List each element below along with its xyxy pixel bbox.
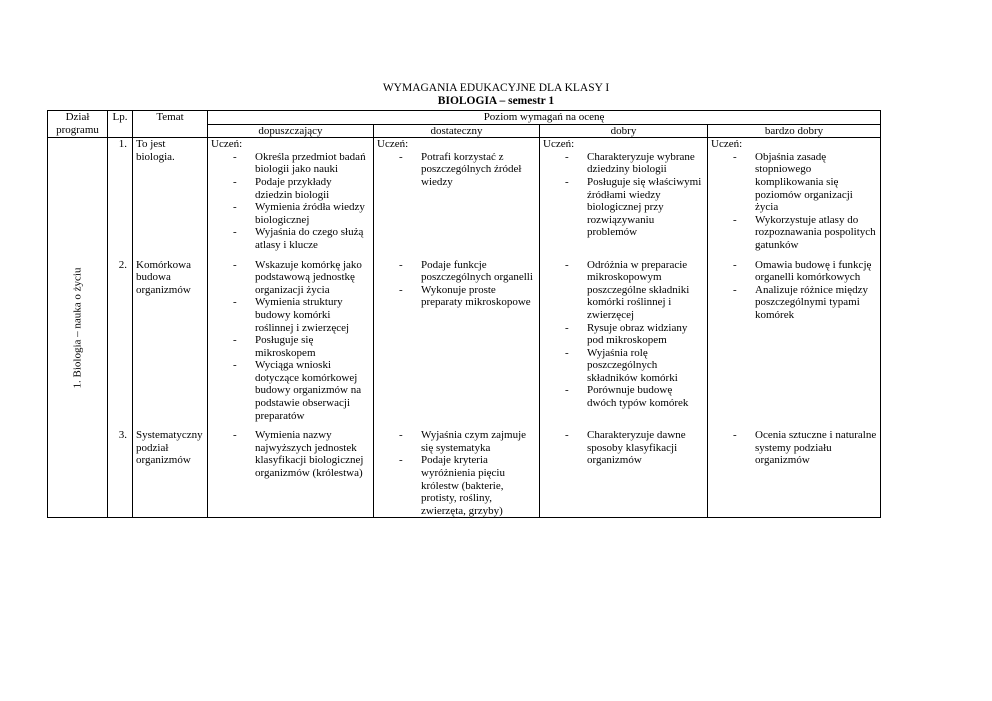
header-level-dobry: dobry (540, 124, 708, 138)
list-item: - Ocenia sztuczne i naturalne systemy podziału organizmów (711, 429, 877, 467)
topic-cell: Systematyczny podział organizmów (133, 429, 208, 518)
requirements-list (711, 429, 877, 467)
table-row (48, 138, 881, 259)
list-item: - Wyjaśnia czym zajmuje się systematyka (377, 429, 536, 454)
list-item: - Podaje przykłady dziedzin biologii (211, 176, 370, 201)
requirements-cell (540, 138, 708, 259)
list-item: - Wyjaśnia rolę poszczególnych składników komórki (543, 347, 704, 385)
list-item: - Podaje funkcje poszczególnych organelli (377, 259, 536, 284)
list-item: - Porównuje budowę dwóch typów komórek (543, 384, 704, 409)
requirements-cell (540, 259, 708, 430)
list-item: - Objaśnia zasadę stopniowego komplikowania się poziomów organizacji życia (711, 151, 877, 214)
topic-cell: Komórkowa budowa organizmów (133, 259, 208, 430)
header-dzial: Dział programu (48, 111, 108, 138)
requirements-table (47, 110, 881, 518)
header-level-bardzo-dobry: bardzo dobry (708, 124, 881, 138)
list-item: - Wymienia struktury budowy komórki roślinnej i zwierzęcej (211, 296, 370, 334)
table-row (48, 259, 881, 430)
header-temat: Temat (133, 111, 208, 138)
section-cell (48, 138, 108, 518)
requirements-list (543, 151, 704, 239)
document-header (0, 82, 992, 108)
list-item: - Charakteryzuje dawne sposoby klasyfikacji organizmów (543, 429, 704, 467)
list-item: - Posługuje się właściwymi źródłami wiedzy biologicznej przy rozwiązywaniu problemów (543, 176, 704, 239)
list-item: - Omawia budowę i funkcję organelli komórkowych (711, 259, 877, 284)
requirements-cell (208, 259, 374, 430)
list-item: - Wyjaśnia do czego służą atlasy i klucze (211, 226, 370, 251)
list-item: - Wykorzystuje atlasy do rozpoznawania pospolitych gatunków (711, 214, 877, 252)
table-row (48, 429, 881, 518)
list-item: - Wskazuje komórkę jako podstawową jednostkę organizacji życia (211, 259, 370, 297)
requirements-cell (208, 429, 374, 518)
uczen-label: Uczeń: (377, 138, 409, 151)
list-item: - Odróżnia w preparacie mikroskopowym poszczególne składniki komórki roślinnej i zwierzęcej (543, 259, 704, 322)
section-label: 1. Biologia – nauka o życiu (71, 267, 84, 389)
requirements-list (211, 429, 370, 479)
requirements-cell (374, 259, 540, 430)
document-title: WYMAGANIA EDUKACYJNE DLA KLASY I (382, 82, 610, 94)
row-number: 1. (108, 138, 133, 259)
requirements-list (543, 429, 704, 467)
requirements-list (377, 429, 536, 517)
uczen-label: Uczeń: (543, 138, 575, 151)
requirements-list (211, 151, 370, 252)
requirements-cell (708, 429, 881, 518)
requirements-list (377, 259, 536, 309)
list-item: - Posługuje się mikroskopem (211, 334, 370, 359)
list-item: - Podaje kryteria wyróżnienia pięciu królestw (bakterie, protisty, rośliny, zwierzęta, grzyby) (377, 454, 536, 517)
header-level-dopuszczajacy: dopuszczający (208, 124, 374, 138)
requirements-cell (374, 429, 540, 518)
row-number: 3. (108, 429, 133, 518)
requirements-cell (208, 138, 374, 259)
requirements-cell (708, 138, 881, 259)
document-subtitle: BIOLOGIA – semestr 1 (437, 95, 555, 107)
requirements-list (543, 259, 704, 410)
header-poziom: Poziom wymagań na ocenę (208, 111, 881, 125)
topic-cell: To jest biologia. (133, 138, 208, 259)
uczen-label: Uczeń: (711, 138, 743, 151)
requirements-list (711, 259, 877, 322)
list-item: - Charakteryzuje wybrane dziedziny biologii (543, 151, 704, 176)
list-item: - Wymienia nazwy najwyższych jednostek klasyfikacji biologicznej organizmów (królestwa) (211, 429, 370, 479)
requirements-cell (540, 429, 708, 518)
list-item: - Wykonuje proste preparaty mikroskopowe (377, 284, 536, 309)
list-item: - Wymienia źródła wiedzy biologicznej (211, 201, 370, 226)
list-item: - Analizuje różnice między poszczególnymi typami komórek (711, 284, 877, 322)
list-item: - Rysuje obraz widziany pod mikroskopem (543, 322, 704, 347)
header-row-1 (48, 111, 881, 125)
requirements-cell (708, 259, 881, 430)
uczen-label: Uczeń: (211, 138, 243, 151)
requirements-list (211, 259, 370, 423)
list-item: - Potrafi korzystać z poszczególnych źródeł wiedzy (377, 151, 536, 189)
header-level-dostateczny: dostateczny (374, 124, 540, 138)
requirements-list (711, 151, 877, 252)
requirements-cell (374, 138, 540, 259)
row-number: 2. (108, 259, 133, 430)
list-item: - Wyciąga wnioski dotyczące komórkowej budowy organizmów na podstawie obserwacji preparatów (211, 359, 370, 422)
requirements-list (377, 151, 536, 189)
list-item: - Określa przedmiot badań biologii jako nauki (211, 151, 370, 176)
header-lp: Lp. (108, 111, 133, 138)
